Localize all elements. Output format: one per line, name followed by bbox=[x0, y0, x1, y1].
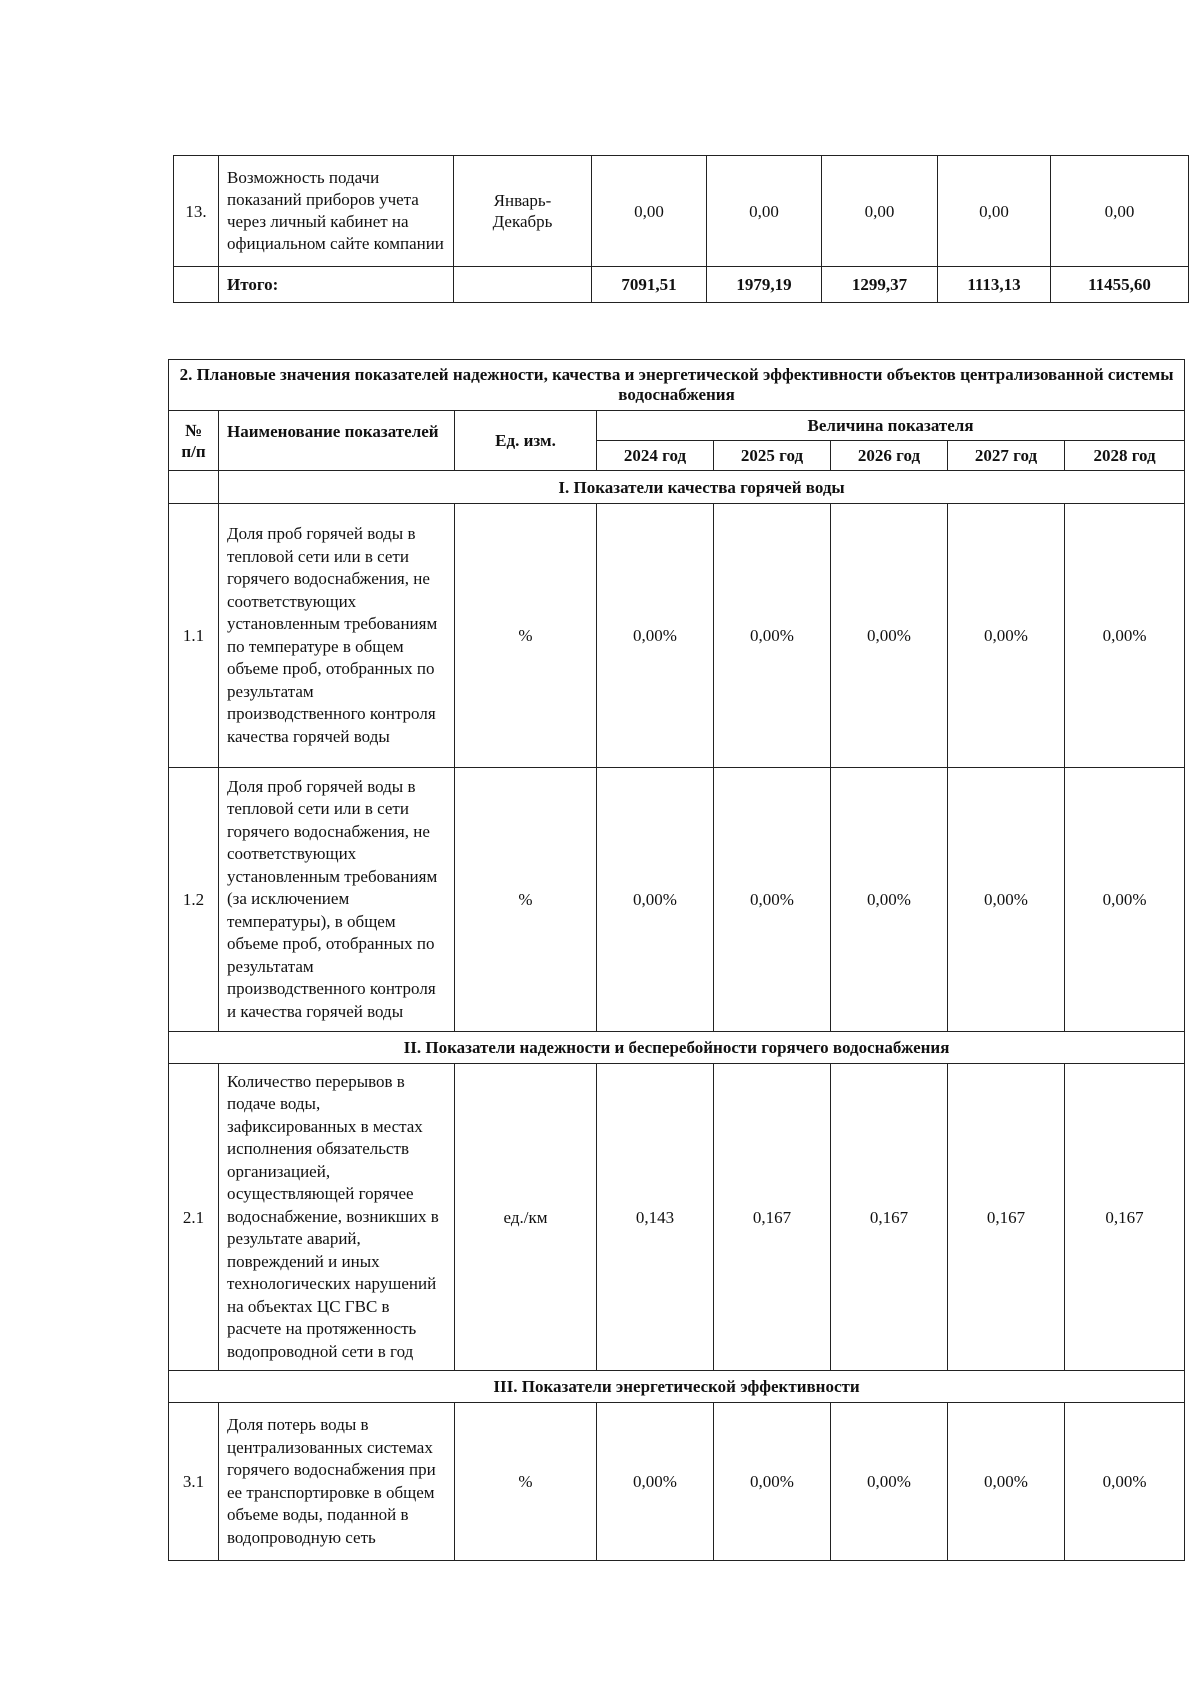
row-number: 13. bbox=[174, 156, 219, 267]
row-value: 0,00% bbox=[714, 768, 831, 1032]
row-number: 2.1 bbox=[169, 1064, 219, 1371]
empty-cell bbox=[454, 267, 592, 303]
table-row bbox=[169, 1403, 1185, 1561]
row-value: 0,143 bbox=[597, 1064, 714, 1371]
row-value: 0,00% bbox=[831, 1403, 948, 1561]
section-title-row bbox=[169, 360, 1185, 411]
row-value: 0,00% bbox=[714, 504, 831, 768]
row-value: 0,00% bbox=[1065, 768, 1185, 1032]
table-row bbox=[169, 504, 1185, 768]
row-value: 0,00% bbox=[714, 1403, 831, 1561]
table-row-13 bbox=[174, 156, 1189, 267]
row-value: 0,00% bbox=[948, 504, 1065, 768]
total-label: Итого: bbox=[219, 267, 454, 303]
row-unit: % bbox=[455, 1403, 597, 1561]
row-name: Доля проб горячей воды в тепловой сети или в сети горячего водоснабжения, не соответствующих установленным требованиям (за исключением температуры), в общем объеме проб, отобранных по результатам производственного контроля и качества горячей воды bbox=[219, 768, 455, 1032]
group-title: II. Показатели надежности и бесперебойности горячего водоснабжения bbox=[169, 1032, 1185, 1064]
header-row bbox=[169, 411, 1185, 441]
row-unit: % bbox=[455, 768, 597, 1032]
total-value: 1113,13 bbox=[938, 267, 1051, 303]
row-value: 0,167 bbox=[1065, 1064, 1185, 1371]
group-title-row bbox=[169, 1032, 1185, 1064]
total-row bbox=[174, 267, 1189, 303]
row-value: 0,00% bbox=[948, 1403, 1065, 1561]
row-period: Январь-Декабрь bbox=[454, 156, 592, 267]
header-num: № п/п bbox=[169, 411, 219, 471]
header-group: Величина показателя bbox=[597, 411, 1185, 441]
header-year: 2026 год bbox=[831, 441, 948, 471]
row-unit: ед./км bbox=[455, 1064, 597, 1371]
row-value: 0,167 bbox=[714, 1064, 831, 1371]
row-value: 0,00 bbox=[938, 156, 1051, 267]
row-number: 3.1 bbox=[169, 1403, 219, 1561]
group-title: III. Показатели энергетической эффективности bbox=[169, 1371, 1185, 1403]
header-unit: Ед. изм. bbox=[455, 411, 597, 471]
row-value: 0,167 bbox=[831, 1064, 948, 1371]
indicators-table bbox=[168, 359, 1185, 1561]
row-value: 0,00 bbox=[822, 156, 938, 267]
total-value: 11455,60 bbox=[1051, 267, 1189, 303]
total-value: 1299,37 bbox=[822, 267, 938, 303]
row-value: 0,00% bbox=[597, 768, 714, 1032]
row-number: 1.2 bbox=[169, 768, 219, 1032]
group-title: I. Показатели качества горячей воды bbox=[219, 471, 1185, 504]
header-year: 2027 год bbox=[948, 441, 1065, 471]
section-title: 2. Плановые значения показателей надежности, качества и энергетической эффективности объектов централизованной системы водоснабжения bbox=[169, 360, 1185, 411]
table-row bbox=[169, 768, 1185, 1032]
row-unit: % bbox=[455, 504, 597, 768]
empty-cell bbox=[174, 267, 219, 303]
row-value: 0,00% bbox=[597, 1403, 714, 1561]
row-name: Возможность подачи показаний приборов учета через личный кабинет на официальном сайте компании bbox=[219, 156, 454, 267]
group-title-row bbox=[169, 471, 1185, 504]
row-name: Доля потерь воды в централизованных системах горячего водоснабжения при ее транспортировке в общем объеме воды, поданной в водопроводную сеть bbox=[219, 1403, 455, 1561]
row-value: 0,00% bbox=[831, 768, 948, 1032]
row-value: 0,00% bbox=[597, 504, 714, 768]
row-value: 0,00 bbox=[1051, 156, 1189, 267]
header-year: 2024 год bbox=[597, 441, 714, 471]
row-number: 1.1 bbox=[169, 504, 219, 768]
row-value: 0,00% bbox=[831, 504, 948, 768]
summary-table bbox=[173, 155, 1189, 303]
header-year: 2028 год bbox=[1065, 441, 1185, 471]
group-title-row bbox=[169, 1371, 1185, 1403]
row-name: Доля проб горячей воды в тепловой сети или в сети горячего водоснабжения, не соответствующих установленным требованиям по температуре в общем объеме проб, отобранных по результатам производственного контроля качества горячей воды bbox=[219, 504, 455, 768]
header-year: 2025 год bbox=[714, 441, 831, 471]
total-value: 1979,19 bbox=[707, 267, 822, 303]
row-value: 0,167 bbox=[948, 1064, 1065, 1371]
empty-cell bbox=[169, 471, 219, 504]
row-value: 0,00% bbox=[948, 768, 1065, 1032]
row-value: 0,00 bbox=[592, 156, 707, 267]
row-value: 0,00% bbox=[1065, 1403, 1185, 1561]
total-value: 7091,51 bbox=[592, 267, 707, 303]
row-value: 0,00% bbox=[1065, 504, 1185, 768]
header-name: Наименование показателей bbox=[219, 411, 455, 471]
table-row bbox=[169, 1064, 1185, 1371]
row-name: Количество перерывов в подаче воды, зафиксированных в местах исполнения обязательств организацией, осуществляющей горячее водоснабжение, возникших в результате аварий, повреждений и иных технологических нарушений на объектах ЦС ГВС в расчете на протяженность водопроводной сети в год bbox=[219, 1064, 455, 1371]
row-value: 0,00 bbox=[707, 156, 822, 267]
